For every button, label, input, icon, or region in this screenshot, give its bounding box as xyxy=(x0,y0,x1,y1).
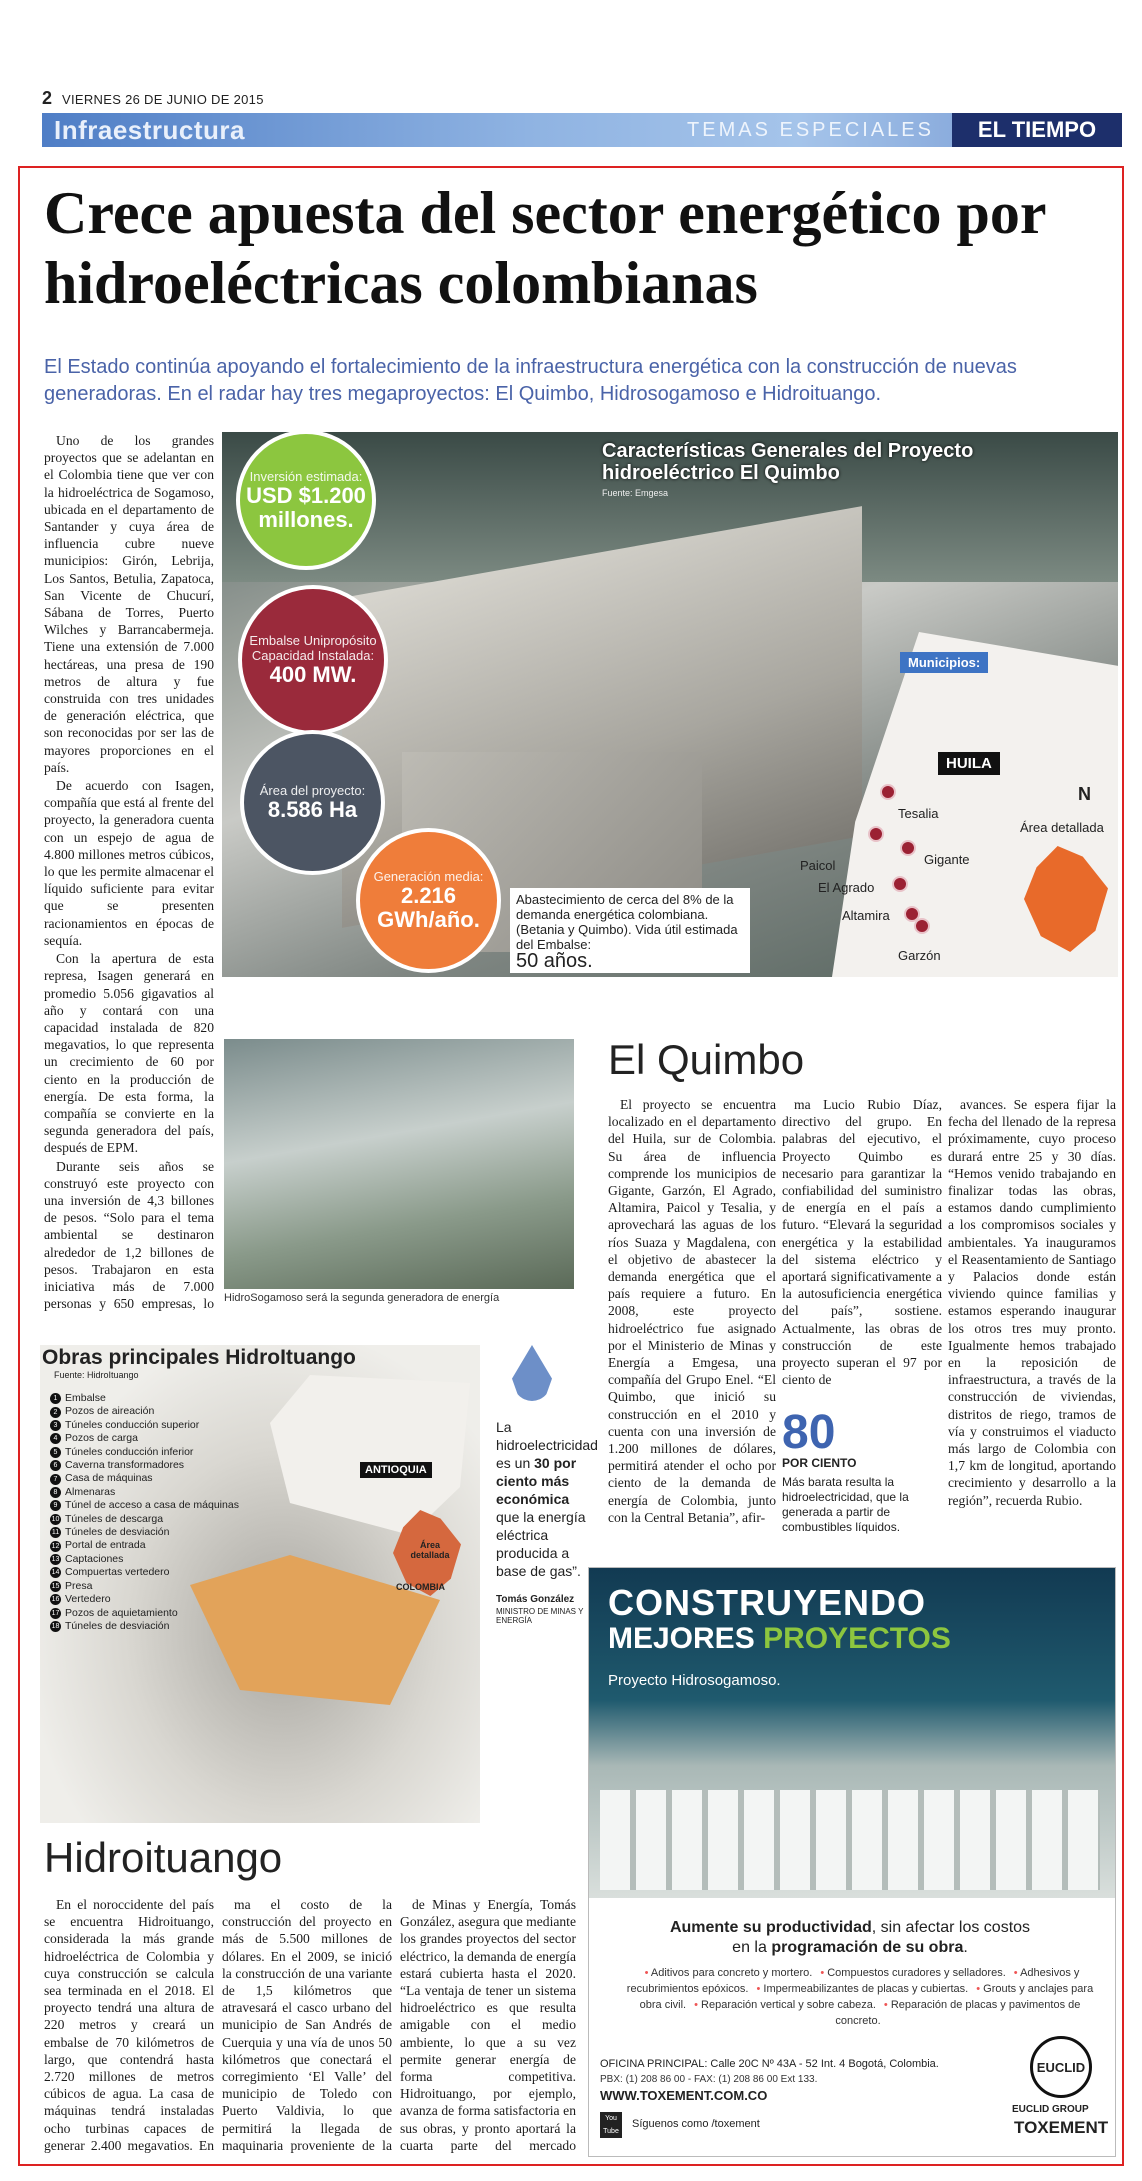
town-marker-icon xyxy=(880,784,896,800)
reservoir-circle xyxy=(238,585,388,735)
obras-legend-item xyxy=(50,1486,239,1499)
quimbo-column-3 xyxy=(948,1096,1116,1536)
legend-label: Pozos de aireación xyxy=(65,1405,155,1418)
obras-title: Obras principales HidroItuango xyxy=(42,1346,356,1369)
obras-legend-item xyxy=(50,1419,239,1432)
obras-legend-item xyxy=(50,1526,239,1539)
antioquia-label: ANTIOQUIA xyxy=(360,1462,432,1478)
investment-circle xyxy=(236,430,376,570)
detail-area-label: Área detallada xyxy=(410,1540,450,1560)
photo-caption: HidroSogamoso será la segunda generadora de energía xyxy=(224,1292,500,1304)
town-label: El Agrado xyxy=(818,880,875,895)
legend-number: 9 xyxy=(50,1500,61,1511)
ad-pitch-bold: Aumente su productividad xyxy=(669,1919,872,1936)
quote-emphasis: 30 por ciento más económica xyxy=(496,1455,577,1507)
legend-number: 15 xyxy=(51,1582,60,1590)
area-value: 8.586 Ha xyxy=(267,797,358,822)
euclid-logo: EUCLID xyxy=(1030,2036,1092,2098)
hidroituango-heading: Hidroituango xyxy=(44,1834,283,1881)
quote-text: La hidroelectricidad es un xyxy=(496,1419,598,1471)
quimbo-column-2 xyxy=(782,1096,942,1396)
legend-number: 1 xyxy=(50,1393,61,1404)
legend-number: 18 xyxy=(51,1623,60,1631)
legend-number: 17 xyxy=(51,1609,60,1617)
newspaper-logo: EL TIEMPO xyxy=(952,113,1122,147)
stat-description: Más barata resulta la hidroelectricidad, que la generada a partir de combustibles líquidos. xyxy=(782,1475,909,1534)
country-label: COLOMBIA xyxy=(396,1582,445,1592)
town-marker-icon xyxy=(900,840,916,856)
ad-title-2 xyxy=(608,1622,951,1656)
ad-website-link[interactable]: WWW.TOXEMENT.COM.CO xyxy=(600,2088,768,2103)
hidroituango-column-2 xyxy=(222,1896,392,2156)
town-label: Altamira xyxy=(842,908,890,923)
reservoir-label: Embalse Unipropósito Capacidad Instalada: xyxy=(249,633,377,663)
ad-office: OFICINA PRINCIPAL: Calle 20C Nº 43A - 52 Int. 4 Bogotá, Colombia. xyxy=(600,2058,939,2070)
legend-number: 6 xyxy=(50,1460,61,1471)
intro-column xyxy=(44,432,214,1312)
legend-number: 10 xyxy=(51,1515,60,1523)
stat-value: 80 xyxy=(782,1406,836,1459)
detail-area-label: Área detallada xyxy=(1020,820,1104,835)
quote-author: Tomás González xyxy=(496,1594,575,1605)
ad-pitch-text: . xyxy=(963,1939,968,1956)
legend-number: 12 xyxy=(51,1542,60,1550)
ad-pitch-bold: programación de su obra xyxy=(771,1939,964,1956)
town-marker-icon xyxy=(914,918,930,934)
quimbo-text: ma Lucio Rubio Díaz, directivo del grupo. En palabras del ejecutivo, el Proyecto Quimbo es necesario para garantizar la confiabilidad del suministro de energía en el país a futuro. “Elevará la seguridad energética y la estabilidad del sistema eléctrico y aportará significativamente a la autosuficiencia energética del país”, sostiene. Actualmente, las obras de construcción de este proyecto superan el 97 por ciento de xyxy=(782,1097,942,1388)
legend-label: Presa xyxy=(65,1579,93,1592)
quimbo-text: avances. Se espera fijar la fecha del llenado de la represa próximamente, cuyo proceso durará entre 25 y 30 días. “Hemos venido trabajando en finalizar todas las obras, estamos dando cumplimiento a los compromisos sociales y ambientales. Ya inauguramos el Reasentamiento de Santiago y Palacios donde están viviendo quince familias y estamos esperando inaugurar los otros tres muy pronto. Igualmente hemos trabajado en la reposición de infraestructura, a través de la construcción de viviendas, distritos de riego, tramos de vía y construimos el viaducto más largo de Colombia con 1,7 km de longitud, aportando crecimiento y desarrollo a la región”, recuerda Rubio. xyxy=(948,1097,1116,1508)
page-number: 2 xyxy=(42,88,53,108)
ad-pitch-text: , sin afectar los costos xyxy=(871,1919,1031,1936)
ad-brand-group: EUCLID GROUP xyxy=(1012,2104,1089,2115)
quimbo-heading: El Quimbo xyxy=(608,1036,805,1083)
obras-legend-item xyxy=(50,1539,239,1552)
pull-quote xyxy=(496,1418,596,1580)
quimbo-column-1 xyxy=(608,1096,776,1536)
legend-label: Túneles de descarga xyxy=(65,1512,164,1525)
generation-circle xyxy=(356,828,501,973)
ad-phone: PBX: (1) 208 86 00 - FAX: (1) 208 86 00 Ext 133. xyxy=(600,2074,818,2085)
obras-legend-item xyxy=(50,1553,239,1566)
ad-subtitle: Proyecto Hidrosogamoso. xyxy=(608,1672,781,1689)
legend-label: Túnel de acceso a casa de máquinas xyxy=(65,1499,239,1512)
obras-legend-item xyxy=(50,1580,239,1593)
ad-bullet: • Adhesivos y recubrimientos epóxicos. xyxy=(627,1967,1080,1995)
obras-legend-item xyxy=(50,1405,239,1418)
investment-value: USD $1.200 millones. xyxy=(246,482,366,532)
youtube-icon[interactable]: You Tube xyxy=(600,2112,622,2138)
region-label: HUILA xyxy=(938,752,1000,775)
legend-label: Túneles de desviación xyxy=(65,1526,170,1539)
infographic-title: Características Generales del Proyecto hidroeléctrico El Quimbo xyxy=(602,440,974,484)
town-label: Gigante xyxy=(924,852,970,867)
ad-bullet: • Compuestos curadores y selladores. xyxy=(820,1967,1005,1979)
ad-title: CONSTRUYENDO xyxy=(608,1582,927,1623)
hidroituango-column-3 xyxy=(400,1896,576,2156)
hidroituango-text: ma el costo de la construcción del proyecto en más de 5.500 millones de dólares. En el 2009, se inició la construcción de una variante de 1,5 kilómetros que atravesará el casco urbano del municipio de San Andrés de Cuerquia y una vía de unos 50 kilómetros que conectará el corregimiento ‘El Valle’ del municipio de Toledo con Puerto Valdivia, lo que permitirá la llegada de maquinaria proveniente de la xyxy=(222,1897,392,2153)
hidroituango-text: En el noroccidente del país se encuentra Hidroituango, considerada la más grande hidroeléctrica de Colombia y cuya construcción se calcula sea terminada en el 2018. El proyecto tendrá una altura de 220 metros y creará un embalse de 70 kilómetros de largo, que contendrá hasta 2.720 millones de metros cúbicos de agua. La casa de máquinas tendrá instaladas ocho turbinas capaces de generar 2.400 megavatios. En xyxy=(44,1897,214,2153)
area-circle xyxy=(240,730,385,875)
legend-label: Túneles de desviación xyxy=(65,1619,170,1632)
generation-value: 2.216 GWh/año. xyxy=(377,883,480,932)
municipios-label: Municipios: xyxy=(900,652,988,673)
town-label: Garzón xyxy=(898,948,941,963)
obras-legend-item xyxy=(50,1620,239,1633)
legend-label: Portal de entrada xyxy=(65,1539,146,1552)
investment-label: Inversión estimada: xyxy=(249,468,363,484)
legend-label: Casa de máquinas xyxy=(65,1472,153,1485)
obras-source: Fuente: HidroItuango xyxy=(54,1370,139,1380)
town-label: Tesalia xyxy=(898,806,939,821)
legend-number: 11 xyxy=(51,1529,60,1537)
stat-label: POR CIENTO xyxy=(782,1456,857,1470)
supply-text: Abastecimiento de cerca del 8% de la demanda energética colombiana. (Betania y Quimbo). Vida útil estimada del Embalse: xyxy=(516,892,738,952)
section-name: Infraestructura xyxy=(54,114,245,145)
north-arrow-icon: N xyxy=(1078,784,1091,804)
obras-legend-item xyxy=(50,1446,239,1459)
intro-paragraph: Durante seis años se construyó este proyecto con una inversión de 4,3 billones de pesos. “Solo para el tema ambiental se destinaron alrededor de 1,2 billones de pesos. Trabajaron en esta iniciativa más de 7.000 personas y 650 empresas, lo xyxy=(44,1158,214,1312)
obras-legend-item xyxy=(50,1607,239,1620)
ad-title-word: MEJORES xyxy=(608,1622,755,1655)
legend-number: 7 xyxy=(50,1474,61,1485)
town-label: Paicol xyxy=(800,858,836,873)
legend-label: Pozos de carga xyxy=(65,1432,138,1445)
legend-number: 13 xyxy=(51,1556,60,1564)
obras-legend-item xyxy=(50,1513,239,1526)
ad-pitch xyxy=(600,1918,1100,1958)
ad-title-word: PROYECTOS xyxy=(763,1622,951,1655)
ad-bullet: • Grouts y anclajes para obra civil. xyxy=(640,1983,1094,2011)
legend-label: Compuertas vertedero xyxy=(65,1566,170,1579)
headline: Crece apuesta del sector energético por hidroeléctricas colombianas xyxy=(44,180,1046,316)
ad-follow: Síguenos como /toxement xyxy=(632,2118,760,2130)
obras-legend xyxy=(50,1392,239,1633)
supply-box xyxy=(510,888,750,973)
intro-paragraph: Con la apertura de esta represa, Isagen generará en promedio 5.056 gigavatios al año y contará con una capacidad instalada de 820 megavatios, lo que representa un crecimiento de 60 por ciento en la producción de energía. De esta forma, la compañía se convierte en la segunda generadora del país, después de EPM. xyxy=(44,951,214,1156)
legend-label: Vertedero xyxy=(65,1593,111,1606)
infographic-source: Fuente: Emgesa xyxy=(602,488,669,498)
hidroituango-column-1 xyxy=(44,1896,214,2156)
ad-bullet: • Aditivos para concreto y mortero. xyxy=(645,1967,813,1979)
subhead: El Estado continúa apoyando el fortalecimiento de la infraestructura energética con la construcción de nuevas generadoras. En el radar hay tres megaproyectos: El Quimbo, Hidrosogamoso e Hidroituango. xyxy=(44,356,1017,405)
sogamoso-photo xyxy=(224,1039,574,1289)
intro-paragraph: Uno de los grandes proyectos que se adelantan en el Colombia tiene que ver con la hidroeléctrica de Sogamoso, ubicada en el departamento de Santander y cuya área de influencia cubre nueve municipios: Girón, Lebrija, Los Santos, Betulia, Zapatoca, San Vicente de Chucurí, Sábana de Torres, Puerto Wilches y Barrancabermeja. Tiene una extensión de 7.000 hectáreas, una presa de 190 metros de altura y fue construida con tres unidades de generación eléctrica, que son reconocidas por ser las de mayores proporciones en el país. xyxy=(44,433,214,775)
legend-number: 4 xyxy=(50,1433,61,1444)
legend-number: 2 xyxy=(50,1407,61,1418)
legend-number: 14 xyxy=(51,1569,60,1577)
intro-paragraph: De acuerdo con Isagen, compañía que está al frente del proyecto, la generadora cuenta con un espejo de agua de 4.800 millones metros cúbicos, lo que les permite almacenar el líquido suficiente para evitar que se presenten racionamientos en épocas de sequía. xyxy=(44,778,214,948)
ad-bullet: • Reparación vertical y sobre cabeza. xyxy=(694,1999,876,2011)
legend-number: 3 xyxy=(50,1420,61,1431)
quote-text: que la energía eléctrica producida a base de gas”. xyxy=(496,1509,586,1579)
legend-number: 8 xyxy=(50,1487,61,1498)
ad-pitch-text: en la xyxy=(732,1939,772,1956)
ad-dam-photo xyxy=(600,1790,1100,1890)
legend-number: 16 xyxy=(51,1596,60,1604)
legend-label: Captaciones xyxy=(65,1552,124,1565)
obras-legend-item xyxy=(50,1593,239,1606)
legend-label: Caverna transformadores xyxy=(65,1459,185,1472)
ad-bullet: • Impermeabilizantes de placas y cubiertas. xyxy=(756,1983,968,1995)
supply-years: 50 años. xyxy=(516,950,593,972)
ad-bullet: • Reparación de placas y pavimentos de concreto. xyxy=(835,1999,1080,2027)
obras-legend-item xyxy=(50,1566,239,1579)
obras-legend-item xyxy=(50,1472,239,1485)
area-label: Área del proyecto: xyxy=(259,783,366,798)
town-marker-icon xyxy=(892,876,908,892)
reservoir-value: 400 MW. xyxy=(269,662,357,687)
obras-legend-item xyxy=(50,1459,239,1472)
obras-legend-item xyxy=(50,1432,239,1445)
issue-date: VIERNES 26 DE JUNIO DE 2015 xyxy=(62,92,264,107)
section-bar xyxy=(42,113,1122,147)
generation-label: Generación media: xyxy=(373,869,484,884)
obras-legend-item xyxy=(50,1499,239,1512)
legend-label: Túneles conducción inferior xyxy=(65,1445,194,1458)
legend-label: Túneles conducción superior xyxy=(65,1418,200,1431)
ad-bullets xyxy=(620,1965,1100,2029)
supplement-name: TEMAS ESPECIALES xyxy=(687,118,934,141)
ad-brand: TOXEMENT xyxy=(1014,2118,1109,2137)
hidroituango-text: de Minas y Energía, Tomás González, asegura que mediante los grandes proyectos del sector eléctrico, la demanda de energía estará cubierta hasta el 2020. “La ventaja de tener un sistema hidroeléctrico es que resulta amigable con el medio ambiente, lo que a su vez permite generar energía de forma competitiva. Hidroituango, por ejemplo, avanza de forma satisfactoria en sus obras, y pronto aportará la cuarta parte del mercado xyxy=(400,1897,576,2153)
legend-label: Embalse xyxy=(65,1392,106,1404)
obras-legend-item xyxy=(50,1392,239,1405)
quimbo-text: El proyecto se encuentra localizado en el departamento del Huila, sur de Colombia. Su área de influencia comprende los municipios de Gigante, Garzón, El Agrado, Altamira, Paicol y Tesalia, y aprovechará las aguas de los ríos Suaza y Magdalena, con el objetivo de abastecer la demanda energética que el país requiere a futuro. En 2008, este proyecto hidroeléctrico fue asignado por el Ministerio de Minas y Energía a Emgesa, una compañía del Grupo Enel. “El Quimbo, que inició su construcción en el 2010 y cuenta con una inversión de 1.200 millones de dólares, permitirá atender el ocho por ciento de la demanda de energía de Colombia, junto con la Central Betania”, afir- xyxy=(608,1097,776,1525)
quote-role: MINISTRO DE MINAS Y ENERGÍA xyxy=(496,1607,584,1625)
town-marker-icon xyxy=(868,826,884,842)
legend-number: 5 xyxy=(50,1447,61,1458)
legend-label: Almenaras xyxy=(65,1485,116,1498)
legend-label: Pozos de aquietamiento xyxy=(65,1606,178,1619)
